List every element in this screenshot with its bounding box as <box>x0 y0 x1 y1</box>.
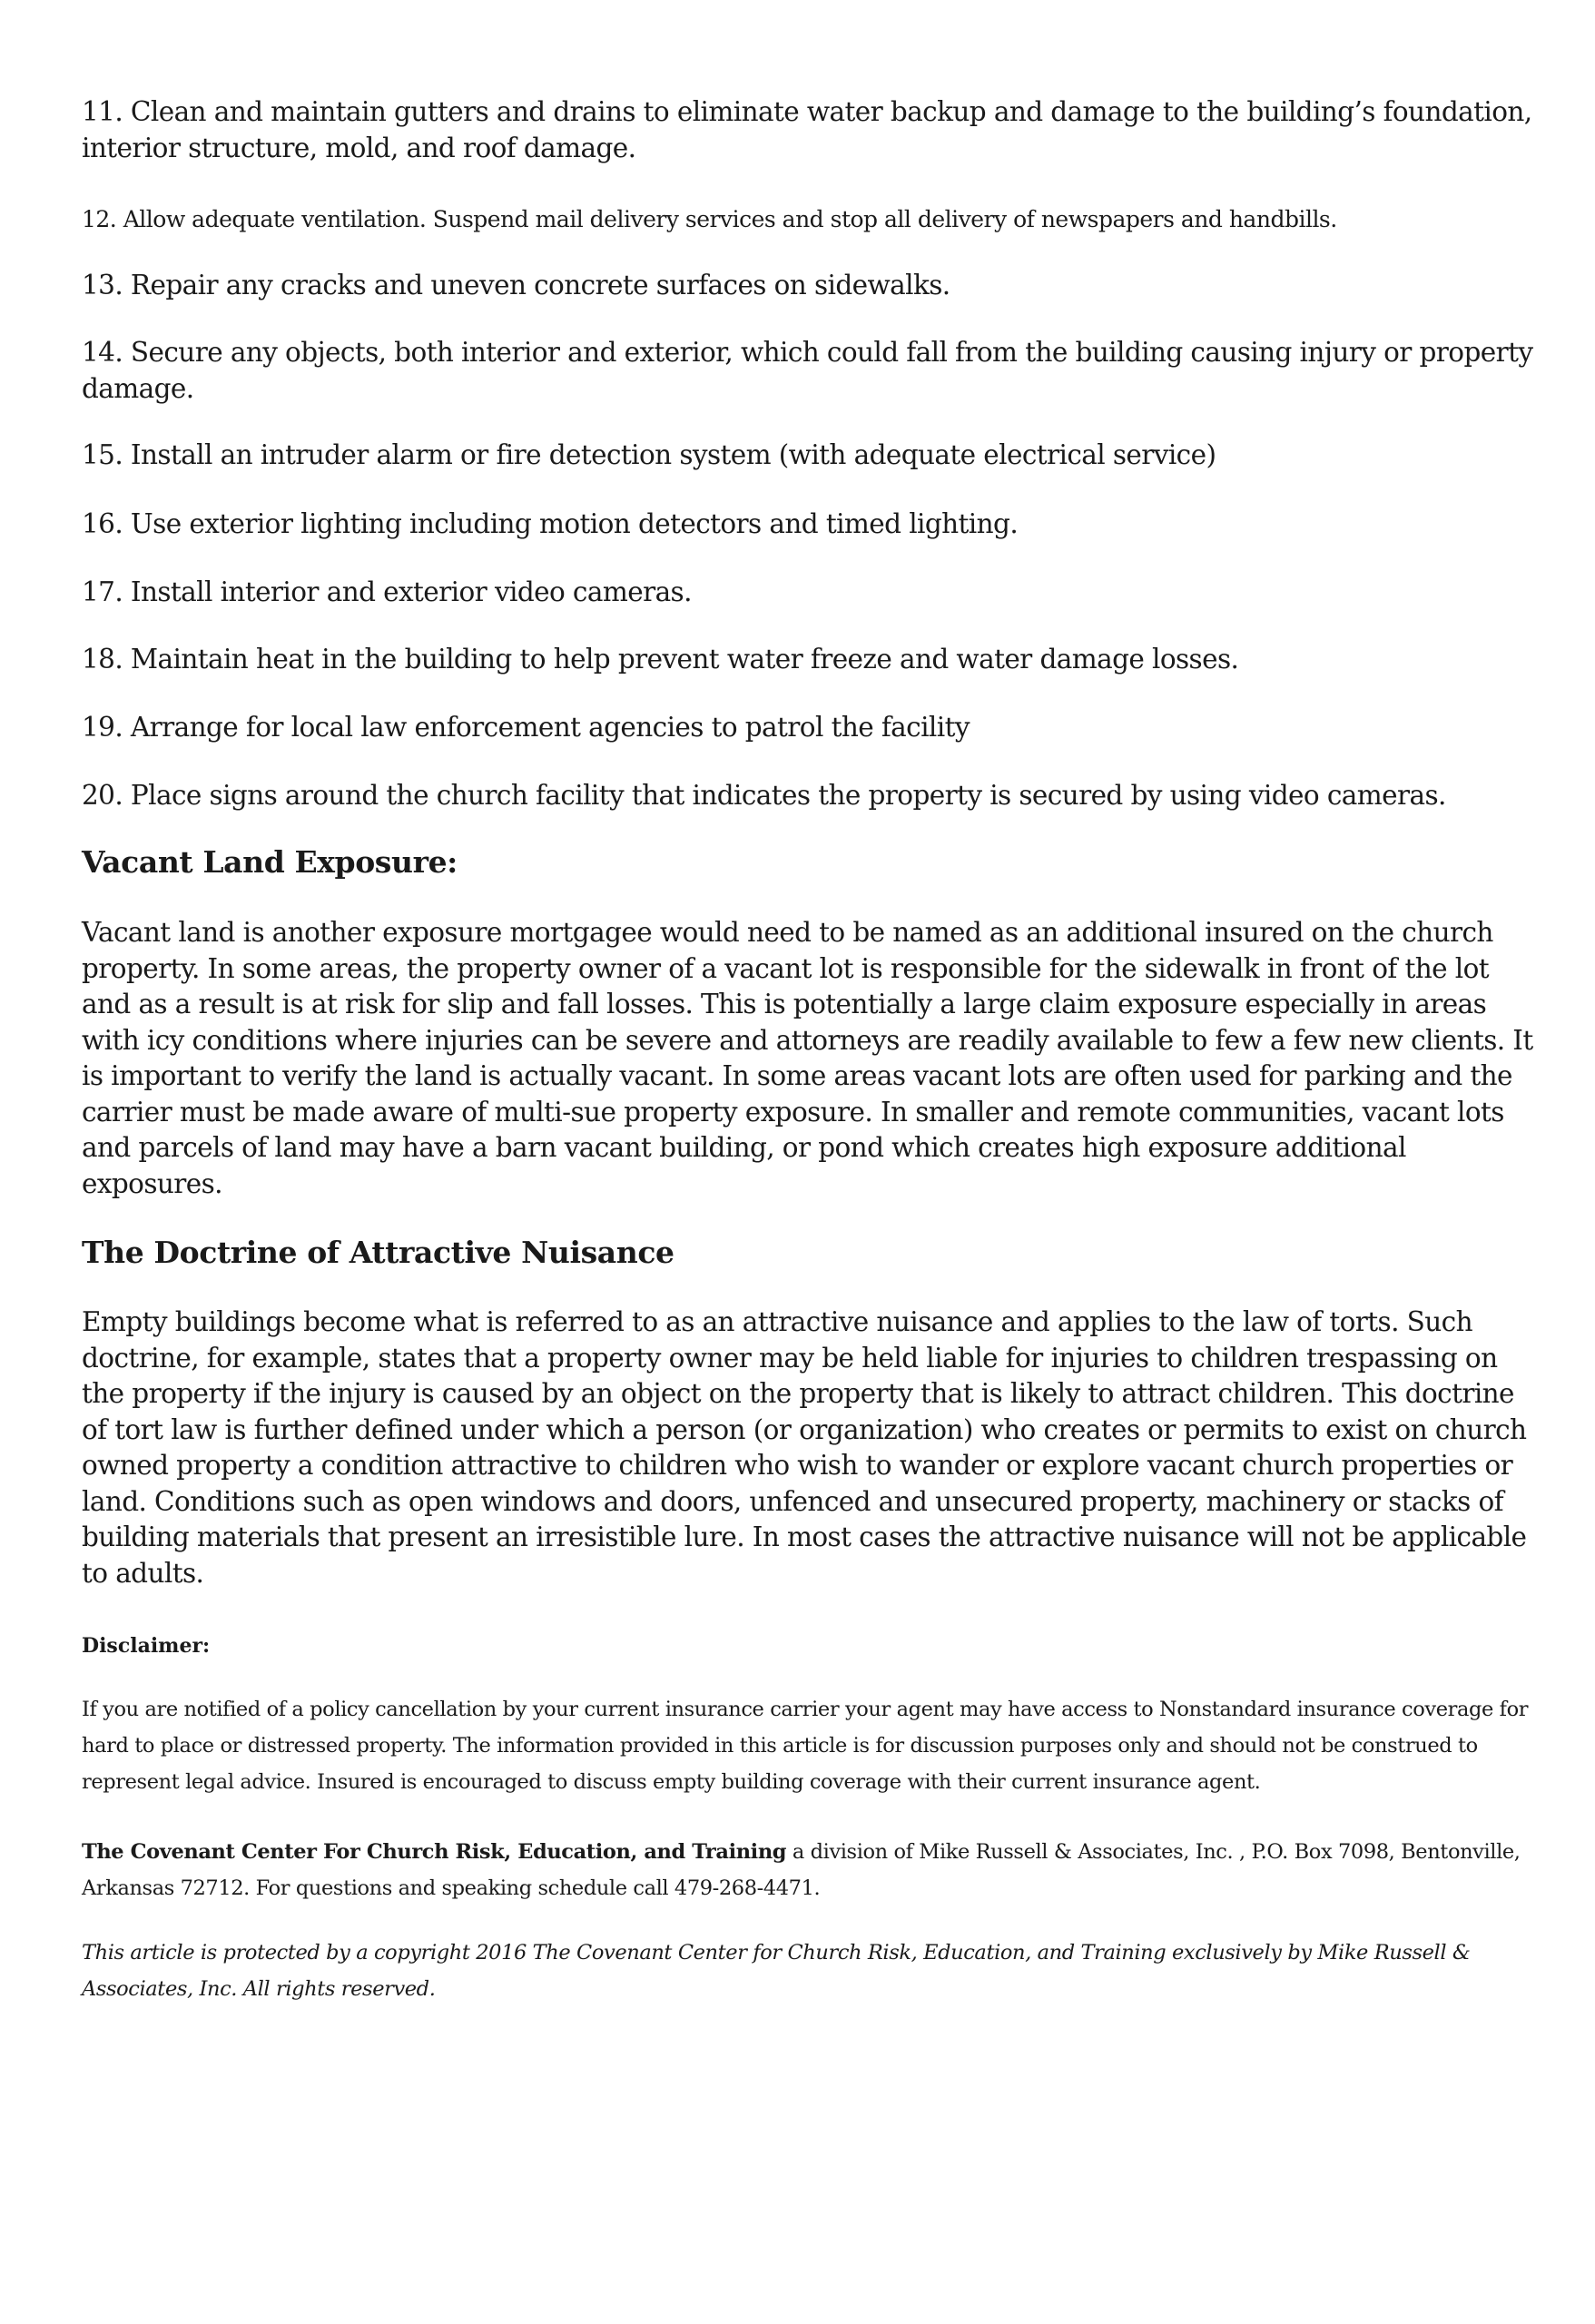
list-item-14 <box>82 334 1534 407</box>
list-text: Allow adequate ventilation. Suspend mail delivery services and stop all delivery of newspapers and handbills. <box>123 206 1337 232</box>
list-number: 18. <box>82 644 123 675</box>
disclaimer-heading: Disclaimer: <box>82 1634 211 1658</box>
list-text: Place signs around the church facility that indicates the property is secured by using video cameras. <box>130 780 1446 811</box>
list-number: 14. <box>82 337 123 368</box>
list-item-12 <box>82 202 1534 238</box>
copyright-notice: This article is protected by a copyright 2016 The Covenant Center for Church Risk, Education, and Training exclusively by Mike Russell & Associates, Inc. All rights reserved. <box>82 1941 1471 2001</box>
list-number: 13. <box>82 270 123 300</box>
list-item-16 <box>82 506 1534 542</box>
list-text: Install interior and exterior video cameras. <box>130 576 692 607</box>
list-text: Install an intruder alarm or fire detection system (with adequate electrical service) <box>130 439 1216 470</box>
list-text: Use exterior lighting including motion detectors and timed lighting. <box>130 508 1019 539</box>
list-number: 16. <box>82 508 123 539</box>
contact-details: a division of Mike Russell & Associates, Inc. , P.O. Box 7098, Bentonville, Arkansas 72712. For questions and speaking schedule call 479-268-4471. <box>82 1840 1521 1900</box>
attractive-nuisance-paragraph: Empty buildings become what is referred to as an attractive nuisance and applies to the law of torts. Such doctrine, for example, states that a property owner may be held liable for injuries to children trespassing on the property if the injury is caused by an object on the property that is likely to attract children. This doctrine of tort law is further defined under which a person (or organization) who creates or permits to exist on church owned property a condition attractive to children who wish to wander or explore vacant church properties or land. Conditions such as open windows and doors, unfenced and unsecured property, machinery or stacks of building materials that present an irresistible lure. In most cases the attractive nuisance will not be applicable to adults. <box>82 1306 1527 1589</box>
list-item-13 <box>82 267 1534 303</box>
attractive-nuisance-heading: The Doctrine of Attractive Nuisance <box>82 1235 674 1270</box>
vacant-land-paragraph: Vacant land is another exposure mortgagee would need to be named as an additional insured on the church property. In some areas, the property owner of a vacant lot is responsible for the sidewalk in front of the lot and as a result is at risk for slip and fall losses. This is potentially a large claim exposure especially in areas with icy conditions where injuries can be severe and attorneys are readily available to few a few new clients. It is important to verify the land is actually vacant. In some areas vacant lots are often used for parking and the carrier must be made aware of multi-sue property exposure. In smaller and remote communities, vacant lots and parcels of land may have a barn vacant building, or pond which creates high exposure additional exposures. <box>82 917 1533 1199</box>
list-text: Arrange for local law enforcement agencies to patrol the facility <box>130 712 970 743</box>
list-text: Secure any objects, both interior and exterior, which could fall from the building causing injury or property damage. <box>82 337 1533 404</box>
list-number: 12. <box>82 206 117 232</box>
list-text: Repair any cracks and uneven concrete surfaces on sidewalks. <box>130 270 950 300</box>
list-item-11 <box>82 94 1534 166</box>
list-number: 19. <box>82 712 123 743</box>
list-item-20 <box>82 777 1534 813</box>
list-number: 20. <box>82 780 123 811</box>
list-item-15 <box>82 437 1534 473</box>
list-item-18 <box>82 641 1534 677</box>
list-item-19 <box>82 709 1534 745</box>
organization-name: The Covenant Center For Church Risk, Education, and Training <box>82 1840 787 1864</box>
list-number: 11. <box>82 96 123 127</box>
contact-paragraph <box>82 1834 1534 1906</box>
list-number: 15. <box>82 439 123 470</box>
list-item-17 <box>82 574 1534 610</box>
list-text: Maintain heat in the building to help prevent water freeze and water damage losses. <box>130 644 1239 675</box>
list-text: Clean and maintain gutters and drains to eliminate water backup and damage to the building’s foundation, interior structure, mold, and roof damage. <box>82 96 1532 163</box>
vacant-land-heading: Vacant Land Exposure: <box>82 844 458 880</box>
disclaimer-paragraph: If you are notified of a policy cancellation by your current insurance carrier your agent may have access to Nonstandard insurance coverage for hard to place or distressed property. The information provided in this article is for discussion purposes only and should not be construed to represent legal advice. Insured is encouraged to discuss empty building coverage with their current insurance agent. <box>82 1698 1529 1794</box>
list-number: 17. <box>82 576 123 607</box>
